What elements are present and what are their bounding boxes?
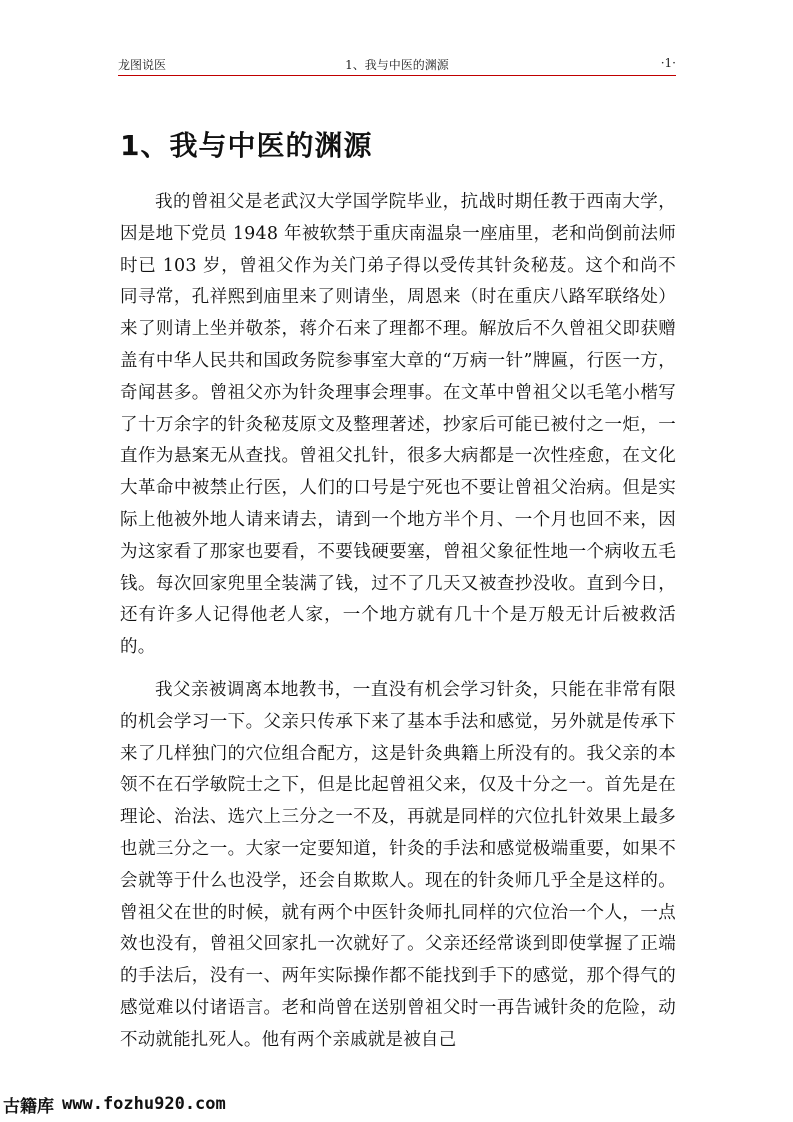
- paragraph: 我的曾祖父是老武汉大学国学院毕业，抗战时期任教于西南大学，因是地下党员 1948 年被软禁于重庆南温泉一座庙里，老和尚倒前法师时已 103 岁，曾祖父作为关门弟子得以受传其针灸秘芨。这个和尚不同寻常，孔祥熙到庙里来了则请坐，周恩来（时在重庆八路军联络处）来了则请上坐并敬茶，蒋介石来了理都不理。解放后不久曾祖父即获赠盖有中华人民共和国政务院参事室大章的“万病一针”牌匾，行医一方，奇闻甚多。曾祖父亦为针灸理事会理事。在文革中曾祖父以毛笔小楷写了十万余字的针灸秘芨原文及整理著述，抄家后可能已被付之一炬，一直作为悬案无从查找。曾祖父扎针，很多大病都是一次性痊愈，在文化大革命中被禁止行医，人们的口号是宁死也不要让曾祖父治病。但是实际上他被外地人请来请去，请到一个地方半个月、一个月也回不来，因为这家看了那家也要看，不要钱硬要塞，曾祖父象征性地一个病收五毛钱。每次回家兜里全装满了钱，过不了几天又被查抄没收。直到今日，还有许多人记得他老人家，一个地方就有几十个是万般无计后被救活的。: [120, 192, 676, 658]
- running-header: [118, 56, 676, 76]
- paragraph: 我父亲被调离本地教书，一直没有机会学习针灸，只能在非常有限的机会学习一下。父亲只传承下来了基本手法和感觉，另外就是传承下来了几样独门的穴位组合配方，这是针灸典籍上所没有的。我父亲的本领不在石学敏院士之下，但是比起曾祖父来，仅及十分之一。首先是在理论、治法、选穴上三分之一不及，再就是同样的穴位扎针效果上最多也就三分之一。大家一定要知道，针灸的手法和感觉极端重要，如果不会就等于什么也没学，还会自欺欺人。现在的针灸师几乎全是这样的。曾祖父在世的时候，就有两个中医针灸师扎同样的穴位治一个人，一点效也没有，曾祖父回家扎一次就好了。父亲还经常谈到即使掌握了正端的手法后，没有一、两年实际操作都不能找到手下的感觉，那个得气的感觉难以付诸语言。老和尚曾在送别曾祖父时一再告诫针灸的危险，动不动就能扎死人。他有两个亲戚就是被自己: [120, 679, 676, 1050]
- header-divider: [118, 75, 676, 76]
- body-text: [120, 187, 676, 1068]
- chapter-title: 1、我与中医的渊源: [120, 129, 373, 162]
- footer-site-name: 古籍库: [3, 1096, 54, 1117]
- footer-site-url: www.fozhu920.com: [62, 1094, 226, 1114]
- watermark-footer: [3, 1092, 226, 1116]
- header-chapter-title: 1、我与中医的渊源: [345, 58, 449, 72]
- header-book-title: 龙图说医: [118, 58, 167, 72]
- header-page-number: ·1·: [660, 56, 676, 70]
